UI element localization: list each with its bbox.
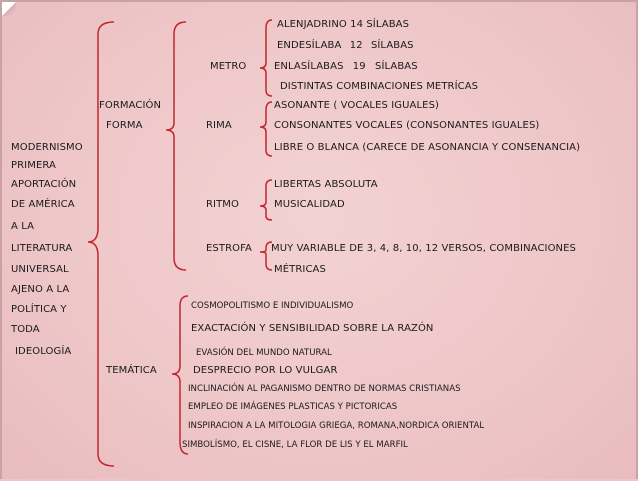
tematica-item: INSPIRACION A LA MITOLOGIA GRIEGA, ROMANA,NORDICA ORIENTAL (188, 421, 485, 431)
estrofa-item: MÉTRICAS (274, 264, 326, 275)
tematica-item: EMPLEO DE IMÁGENES PLASTICAS Y PICTORICAS (188, 402, 398, 412)
rima-item: CONSONANTES VOCALES (CONSONANTES IGUALES) (274, 120, 540, 131)
left-column-line: UNIVERSAL (11, 264, 69, 275)
tematica-item: EVASIÓN DEL MUNDO NATURAL (196, 348, 332, 358)
left-column-line: TODA (11, 324, 40, 335)
left-column-line: AJENO A LA (11, 284, 70, 295)
left-column-line: MODERNISMO (11, 142, 83, 153)
left-column-line: APORTACIÓN (11, 179, 77, 190)
left-column-line: A LA (11, 221, 35, 232)
formacion-label: FORMACIÓN (99, 100, 162, 111)
metro-bracket (260, 20, 272, 96)
estrofa-item: MUY VARIABLE DE 3, 4, 8, 10, 12 VERSOS, COMBINACIONES (271, 243, 577, 254)
forma-bracket (166, 22, 186, 270)
left-column-line: IDEOLOGÍA (15, 346, 72, 357)
forma-label: FORMA (106, 120, 143, 131)
tematica-item: INCLINACIÓN AL PAGANISMO DENTRO DE NORMAS CRISTIANAS (188, 384, 461, 394)
ritmo-item: LIBERTAS ABSOLUTA (274, 179, 378, 190)
rima-label: RIMA (206, 120, 232, 131)
left-column-line: DE AMÉRICA (11, 199, 75, 210)
tematica-item: COSMOPOLITISMO E INDIVIDUALISMO (191, 301, 354, 311)
rima-item: ASONANTE ( VOCALES IGUALES) (274, 100, 440, 111)
ritmo-bracket (260, 180, 272, 220)
metro-item: DISTINTAS COMBINACIONES METRÍCAS (280, 81, 479, 92)
ritmo-label: RITMO (206, 199, 240, 210)
metro-item: ENLASÍLABAS 19 SÍLABAS (274, 61, 418, 72)
rima-bracket (260, 102, 272, 156)
metro-item: ALENJADRINO 14 SÍLABAS (277, 19, 410, 30)
left-column-line: PRIMERA (11, 160, 56, 171)
rima-item: LIBRE O BLANCA (CARECE DE ASONANCIA Y CONSENANCIA) (274, 142, 581, 153)
tematica-item: DESPRECIO POR LO VULGAR (193, 365, 338, 376)
tematica-item: SIMBOLÍSMO, EL CISNE, LA FLOR DE LIS Y EL MARFIL (182, 440, 408, 450)
tematica-item: EXACTACIÓN Y SENSIBILIDAD SOBRE LA RAZÓN (191, 323, 434, 334)
main-bracket (88, 22, 114, 466)
left-column-line: LITERATURA (11, 243, 73, 254)
ritmo-item: MUSICALIDAD (274, 199, 345, 210)
tematica-bracket (172, 296, 188, 454)
metro-label: METRO (210, 61, 247, 72)
estrofa-label: ESTROFA (206, 243, 252, 254)
tematica-label: TEMÁTICA (106, 365, 157, 376)
metro-item: ENDESÍLABA 12 SÍLABAS (277, 40, 414, 51)
left-column-line: POLÍTICA Y (11, 304, 67, 315)
